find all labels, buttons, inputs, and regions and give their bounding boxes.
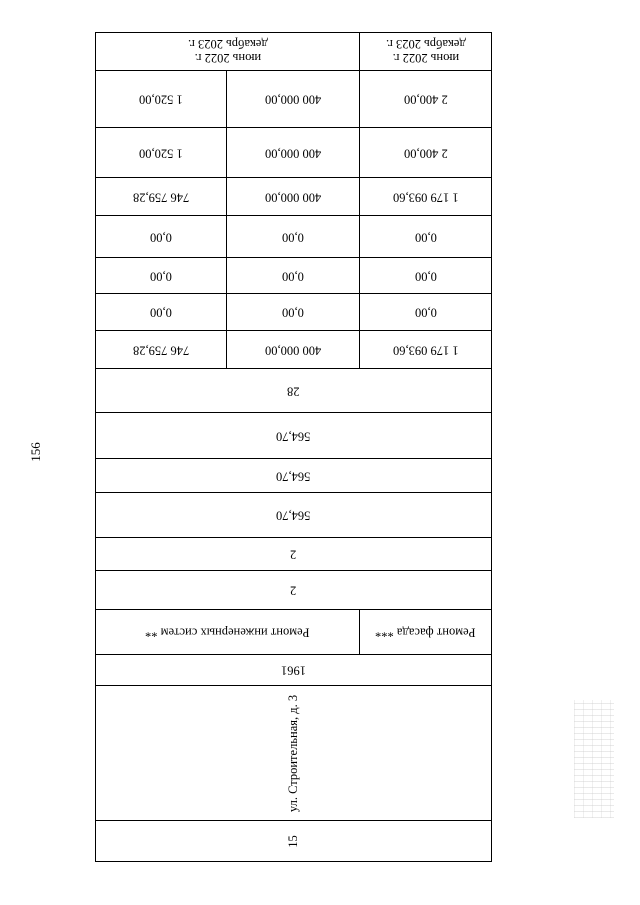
table-cell: 400 000,00 [227, 331, 360, 369]
table-cell: 0,00 [360, 294, 492, 331]
table-cell: 0,00 [360, 216, 492, 258]
merged-cell: 28 [96, 369, 492, 413]
merged-cell: 564,70 [96, 493, 492, 538]
table-row [96, 128, 492, 178]
table-cell: 0,00 [360, 258, 492, 294]
period-end: декабрь 2023 г. [385, 36, 466, 51]
works-engineering-cell: Ремонт инженерных систем ** [96, 610, 360, 655]
table-cell: 1 179 093,60 [360, 331, 492, 369]
merged-row [96, 413, 492, 459]
merged-row [96, 369, 492, 413]
table-cell: 1 520,00 [96, 71, 227, 128]
period-end: декабрь 2023 г. [187, 36, 268, 51]
table-cell: 1 520,00 [96, 128, 227, 178]
data-table [95, 32, 492, 862]
period-header-row [96, 33, 492, 71]
period-start: июнь 2022 г. [392, 51, 459, 66]
address-cell: ул. Строительная, д. 3 [96, 686, 492, 821]
table-row [96, 294, 492, 331]
table-cell: 0,00 [96, 258, 227, 294]
merged-cell: 564,70 [96, 459, 492, 493]
scan-artifact [574, 700, 614, 818]
table-cell: 2 400,00 [360, 71, 492, 128]
year-cell: 1961 [96, 655, 492, 686]
merged-cell: 564,70 [96, 413, 492, 459]
table-row [96, 178, 492, 216]
merged-cell: 2 [96, 538, 492, 571]
merged-cell: 2 [96, 571, 492, 610]
index-row [96, 821, 492, 862]
table-cell: 746 759,28 [96, 178, 227, 216]
table-row [96, 71, 492, 128]
table-cell: 1 179 093,60 [360, 178, 492, 216]
period-header-cell [96, 33, 360, 71]
table-cell: 0,00 [96, 216, 227, 258]
address-row [96, 686, 492, 821]
merged-row [96, 493, 492, 538]
year-row [96, 655, 492, 686]
works-facade-cell: Ремонт фасада *** [360, 610, 492, 655]
table-cell: 746 759,28 [96, 331, 227, 369]
period-header-cell [360, 33, 492, 71]
index-cell: 15 [96, 821, 492, 862]
table-row [96, 258, 492, 294]
table-cell: 400 000,00 [227, 71, 360, 128]
table-cell: 400 000,00 [227, 128, 360, 178]
works-row [96, 610, 492, 655]
page-number: 156 [28, 442, 43, 462]
table-cell: 0,00 [227, 258, 360, 294]
table-row [96, 331, 492, 369]
table-cell: 400 000,00 [227, 178, 360, 216]
table-cell: 0,00 [96, 294, 227, 331]
table-cell: 2 400,00 [360, 128, 492, 178]
table-cell: 0,00 [227, 216, 360, 258]
table-cell: 0,00 [227, 294, 360, 331]
table-row [96, 216, 492, 258]
period-start: июнь 2022 г. [194, 51, 261, 66]
merged-row [96, 571, 492, 610]
merged-row [96, 538, 492, 571]
merged-row [96, 459, 492, 493]
